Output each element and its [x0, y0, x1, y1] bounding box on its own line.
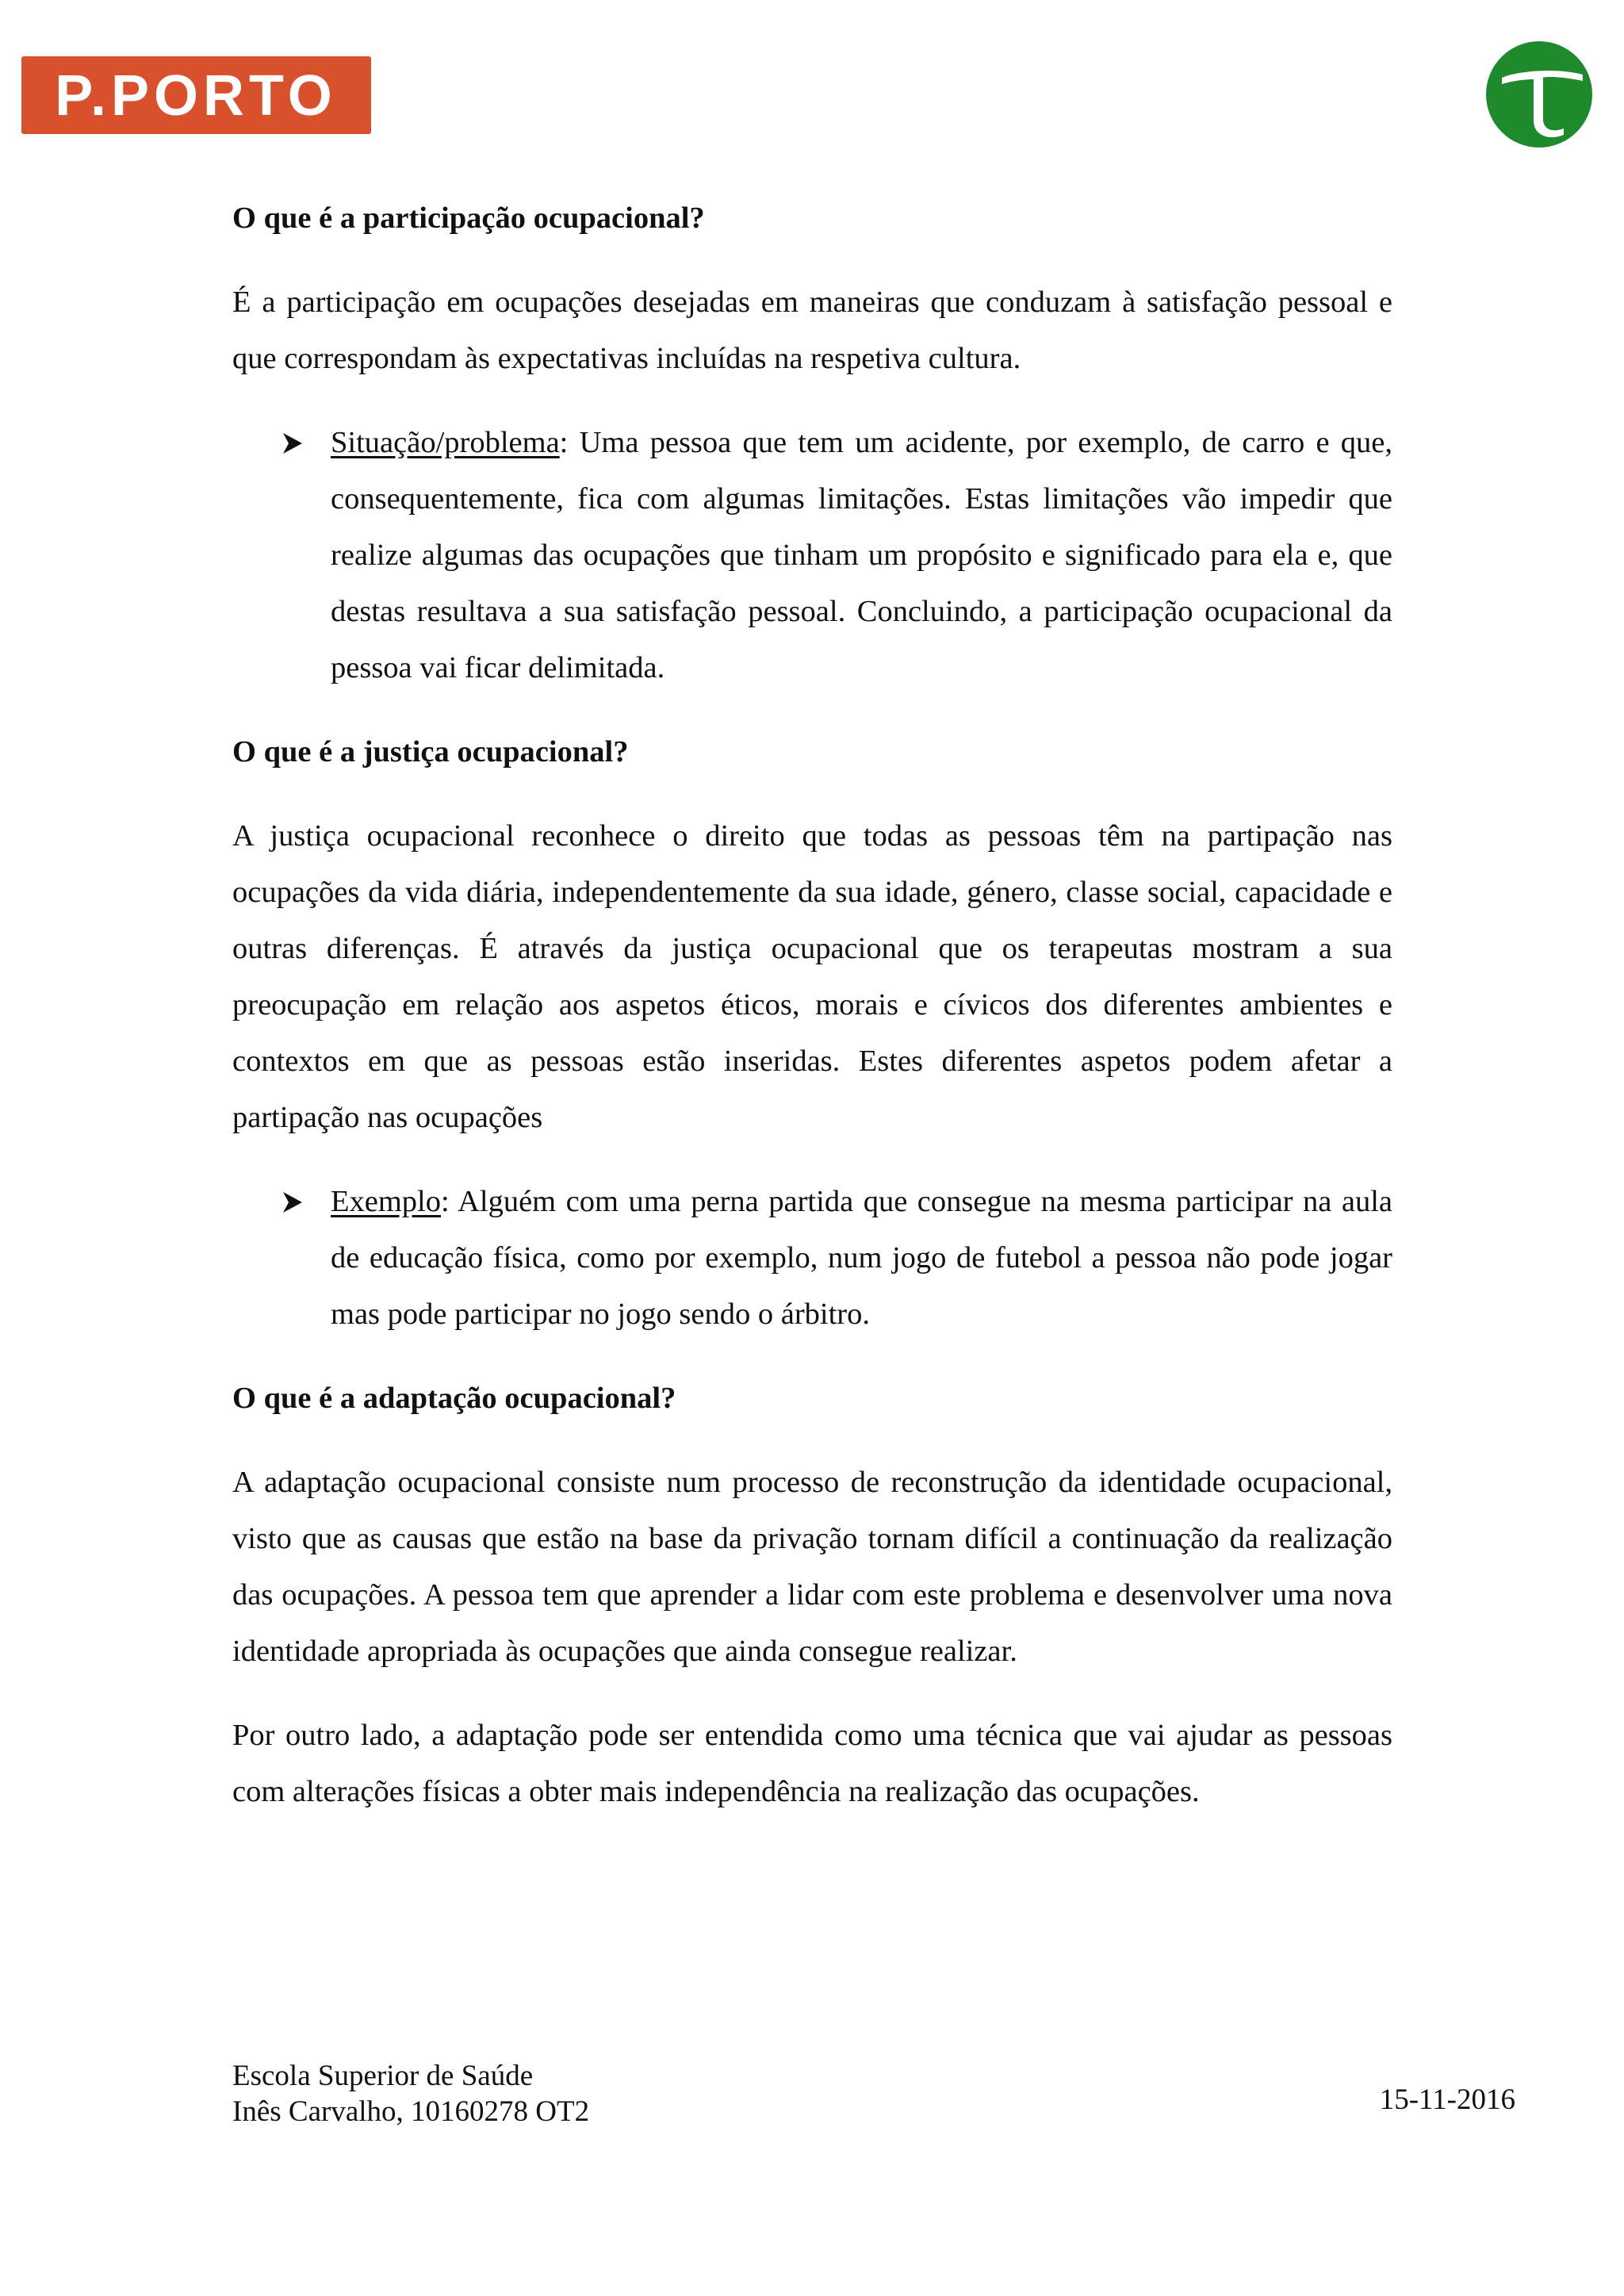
section-heading-justice: O que é a justiça ocupacional?: [232, 735, 629, 769]
school-emblem-icon: [1484, 40, 1594, 149]
footer-author: Inês Carvalho, 10160278 OT2: [232, 2095, 590, 2128]
arrow-bullet-icon: [282, 1190, 304, 1214]
footer-date: 15-11-2016: [1379, 2083, 1515, 2116]
bullet-text-situation: : Uma pessoa que tem um acidente, por exemplo, de carro e que, consequentemente, fica com algumas limitações. Estas limitações vão impedir que realize algumas das ocupações que tinham um propósito e significado para ela e, que destas resultava a sua satisfação pessoal. Concluindo, a participação ocupacional da pessoa vai ficar delimitada.: [331, 426, 1392, 684]
bullet-label-example: Exemplo: [331, 1185, 441, 1218]
paragraph-justice: A justiça ocupacional reconhece o direito que todas as pessoas têm na partipação nas ocupações da vida diária, independentemente da sua idade, género, classe social, capacidade e outras diferenças. É através da justiça ocupacional que os terapeutas mostram a sua preocupação em relação aos aspetos éticos, morais e cívicos dos diferentes ambientes e contextos em que as pessoas estão inseridas. Estes diferentes aspetos podem afetar a partipação nas ocupações: [232, 819, 1392, 1134]
pporto-logo-text: P.PORTO: [55, 64, 337, 128]
arrow-bullet-icon: [282, 431, 304, 455]
section-heading-participation: O que é a participação ocupacional?: [232, 201, 705, 235]
section-heading-adaptation: O que é a adaptação ocupacional?: [232, 1382, 676, 1415]
footer-info: [232, 2058, 589, 2129]
paragraph-adaptation-1: A adaptação ocupacional consiste num processo de reconstrução da identidade ocupacional, visto que as causas que estão na base da privação tornam difícil a continuação da realização das ocupações. A pessoa tem que aprender a lidar com este problema e desenvolver uma nova identidade apropriada às ocupações que ainda consegue realizar.: [232, 1466, 1392, 1668]
bullet-text-example: : Alguém com uma perna partida que consegue na mesma participar na aula de educação física, como por exemplo, num jogo de futebol a pessoa não pode jogar mas pode participar no jogo sendo o árbitro.: [331, 1185, 1392, 1331]
bullet-label-situation: Situação/problema: [331, 426, 560, 459]
paragraph-participation: É a participação em ocupações desejadas em maneiras que conduzam à satisfação pessoal e que correspondam às expectativas incluídas na respetiva cultura.: [232, 286, 1392, 375]
footer-school: Escola Superior de Saúde: [232, 2060, 534, 2092]
document-body: [232, 190, 1392, 1848]
pporto-logo: [21, 56, 371, 134]
paragraph-adaptation-2: Por outro lado, a adaptação pode ser entendida como uma técnica que vai ajudar as pessoas com alterações físicas a obter mais independência na realização das ocupações.: [232, 1719, 1392, 1808]
bullet-item-example: [232, 1174, 1392, 1343]
bullet-item-situation: [232, 415, 1392, 696]
pporto-logo-graphic: [21, 56, 371, 134]
